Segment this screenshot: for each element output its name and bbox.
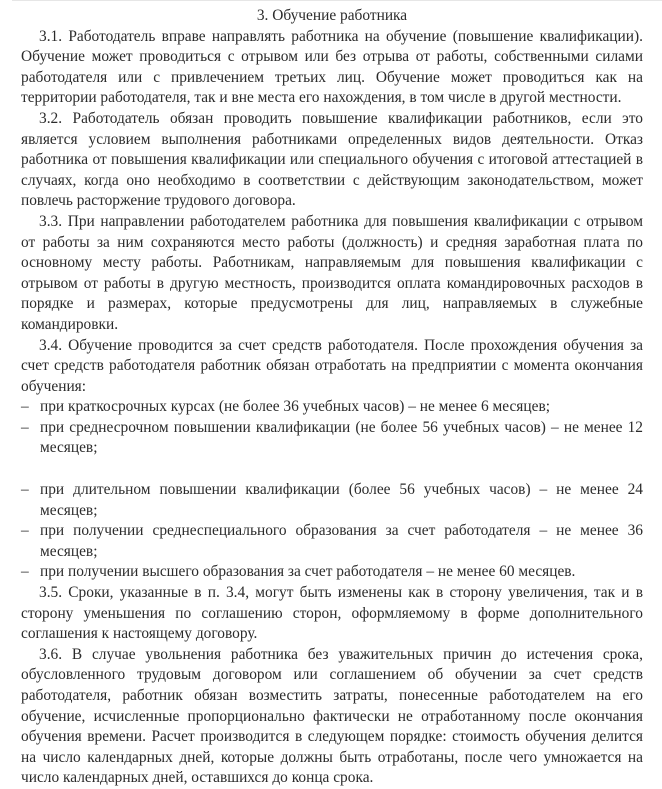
list-item bbox=[21, 397, 643, 418]
list-item-text: при краткосрочных курсах (не более 36 учебных часов) – не менее 6 месяцев; bbox=[40, 398, 550, 416]
clause-3-3: 3.3. При направлении работодателем работника для повышения квалификации с отрывом от работы за ним сохраняются место работы (должность) и средняя заработная плата по основному месту работы. Работникам, направляемым для повышения квалификации с отрывом от работы в другую местность, производится оплата командировочных расходов в порядке и размерах, которые предусмотрены для лиц, направляемых в служебные командировки. bbox=[21, 212, 643, 333]
list-dash: – bbox=[21, 522, 29, 540]
list-dash: – bbox=[21, 563, 29, 581]
spacer bbox=[21, 459, 643, 480]
clause-3-4: 3.4. Обучение проводится за счет средств работодателя. После прохождения обучения за счет средств работодателя работник обязан отработать на предприятии с момента окончания обучения: bbox=[21, 336, 643, 395]
list-item-text: при среднесрочном повышении квалификации (не более 56 учебных часов) – не менее 12 месяцев; bbox=[40, 418, 643, 457]
top-divider bbox=[12, 0, 662, 1]
section-title: 3. Обучение работника bbox=[256, 7, 408, 24]
list-item bbox=[21, 480, 643, 521]
list-item-text: при получении среднеспециального образования за счет работодателя – не менее 36 месяцев; bbox=[40, 522, 643, 560]
list-item-text: при получении высшего образования за счет работодателя – не менее 60 месяцев. bbox=[40, 563, 576, 581]
clause-3-6: 3.6. В случае увольнения работника без уважительных причин до истечения срока, обусловленного трудовым договором или соглашением об обучении за счет средств работодателя, работник обязан возместить затраты, понесенные работодателем на его обучение, исчисленные пропорционально фактически не отработанному после окончания обучения времени. Расчет производится в следующем порядке: стоимость обучения делится на число календарных дней, которые должны быть отработаны, после чего умножается на число календарных дней, оставшихся до конца срока. bbox=[21, 645, 643, 787]
list-dash: – bbox=[21, 481, 29, 499]
list-item bbox=[21, 521, 643, 562]
list-item bbox=[21, 562, 643, 583]
list-item bbox=[21, 418, 643, 459]
clause-3-1: 3.1. Работодатель вправе направлять работника на обучение (повышение квалификации). Обучение может проводиться с отрывом или без отрыва от работы, собственными силами работодателя или с привлечением третьих лиц. Обучение может проводиться как на территории работодателя, так и вне места его нахождения, в том числе в другой местности. bbox=[21, 27, 643, 107]
clause-3-5: 3.5. Сроки, указанные в п. 3.4, могут быть изменены как в сторону увеличения, так и в сторону уменьшения по соглашению сторон, оформляемому в форме дополнительного соглашения к настоящему договору. bbox=[21, 584, 643, 643]
list-item-text: при длительном повышении квалификации (более 56 учебных часов) – не менее 24 месяцев; bbox=[40, 481, 643, 519]
clause-3-2: 3.2. Работодатель обязан проводить повышение квалификации работников, если это является условием выполнения работниками определенных видов деятельности. Отказ работника от повышения квалификации или специального обучения с итоговой аттестацией в случаях, когда оно необходимо в соответствии с действующим законодательством, может повлечь расторжение трудового договора. bbox=[21, 109, 643, 210]
list-dash: – bbox=[21, 398, 29, 416]
list-dash: – bbox=[21, 418, 29, 436]
